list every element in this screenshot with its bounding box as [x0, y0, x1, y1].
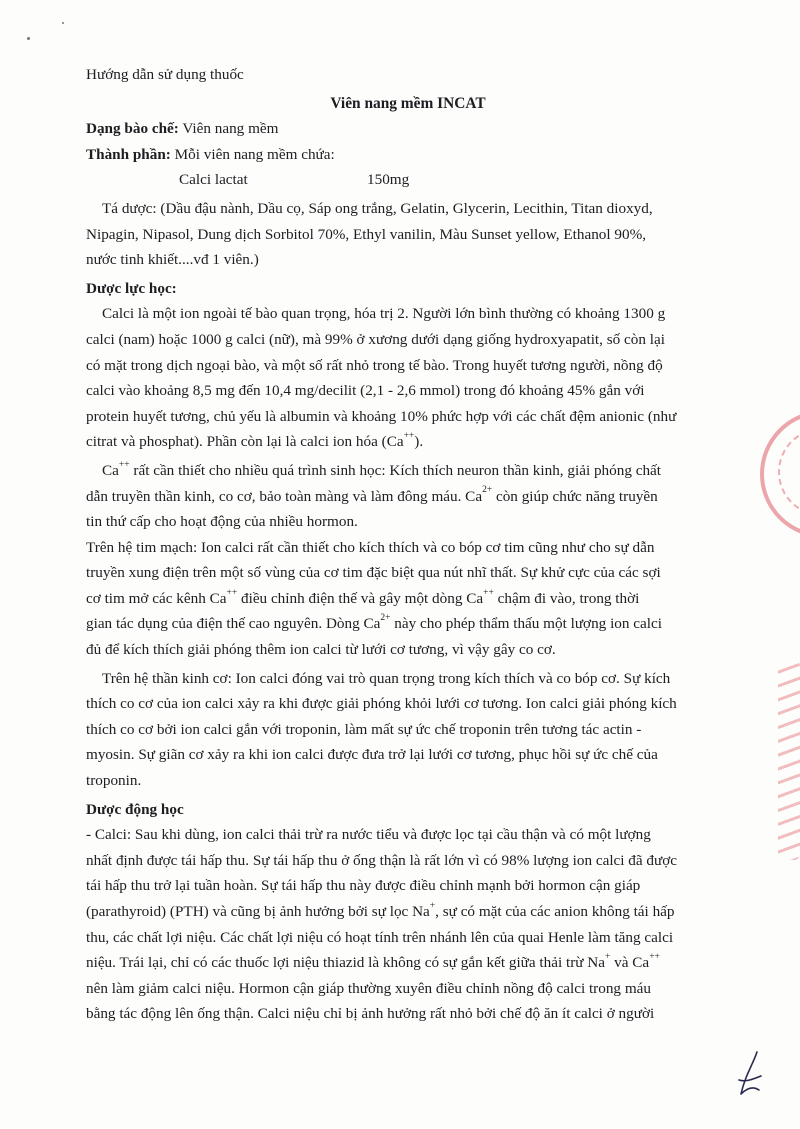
text-span: chậm đi vào, trong thời	[493, 589, 640, 607]
text-span: Ca	[102, 461, 119, 479]
text-span: và Ca	[610, 954, 650, 972]
text-span: điều chỉnh điện thế và gây một dòng Ca	[237, 589, 484, 607]
page-edge-stamp	[778, 660, 800, 860]
dosage-form-line	[86, 116, 730, 142]
active-ingredient-row	[86, 167, 730, 193]
text-span: dẫn truyền thần kinh, co cơ, bảo toàn màng và làm đông máu. Ca	[86, 487, 483, 505]
text-line	[86, 458, 730, 484]
signature-mark	[735, 1050, 765, 1100]
text-line: troponin.	[86, 772, 142, 790]
text-line	[86, 611, 730, 637]
pharmacodynamics-heading: Dược lực học:	[86, 279, 177, 297]
superscript: +	[429, 900, 436, 911]
pharmacokinetics-heading: Dược động học	[86, 800, 184, 818]
text-line: nhất định được tái hấp thu. Sự tái hấp thu ở ống thận là rất lớn vì có 98% lượng ion calci đã được	[86, 851, 678, 869]
composition-line	[86, 142, 730, 168]
text-line: thích co cơ của ion calci xảy ra khi được giải phóng khỏi lưới cơ tương. Ion calci giải phóng kích	[86, 695, 677, 713]
text-line: Calci là một ion ngoài tế bào quan trọng, hóa trị 2. Người lớn bình thường có khoảng 1300 g	[102, 305, 666, 323]
composition-value: Mỗi viên nang mềm chứa:	[170, 145, 335, 163]
dosage-form-label: Dạng bào chế:	[86, 120, 179, 138]
active-ingredient-name: Calci lactat	[179, 171, 248, 189]
document-header: Hướng dẫn sử dụng thuốc	[86, 66, 244, 83]
text-line: calci (nam) hoặc 1000 g calci (nữ), mà 99% ở xương dưới dạng giống hydroxyapatit, số còn lại	[86, 330, 665, 348]
text-line: - Calci: Sau khi dùng, ion calci thải trừ ra nước tiểu và được lọc tại cầu thận và có một lượng	[86, 826, 651, 844]
text-line: có mặt trong dịch ngoại bào, và một số rất nhỏ trong tế bào. Trong huyết tương người, nồng độ	[86, 356, 663, 374]
text-line	[86, 950, 730, 976]
text-line	[86, 899, 730, 925]
text-line	[86, 484, 730, 510]
text-line: calci vào khoảng 8,5 mg đến 10,4 mg/decilit (2,1 - 2,6 mmol) trong đó khoảng 45% gắn với	[86, 382, 645, 400]
active-ingredient-amount: 150mg	[367, 171, 410, 189]
text-line: tin thứ cấp cho hoạt động của nhiều hormon.	[86, 513, 358, 531]
text-span: (parathyroid) (PTH) và cũng bị ảnh hưởng bởi sự lọc Na	[86, 903, 430, 920]
scan-speck	[27, 37, 30, 40]
superscript: ++	[483, 587, 494, 598]
text-span: rất cần thiết cho nhiều quá trình sinh học: Kích thích neuron thần kinh, giải phóng chất	[129, 461, 662, 479]
text-span: , sự có mặt của các anion không tái hấp	[435, 903, 675, 920]
text-span: citrat và phosphat). Phần còn lại là calci ion hóa (Ca	[86, 433, 404, 451]
text-line	[86, 586, 730, 612]
text-line: Trên hệ tim mạch: Ion calci rất cần thiết cho kích thích và co bóp cơ tim cũng như cho sự dẫn	[86, 538, 655, 556]
text-line: protein huyết tương, chủ yếu là albumin và khoảng 10% phức hợp với các chất đệm anionic (như	[86, 407, 677, 425]
excipients-line: Tá dược: (Dầu đậu nành, Dầu cọ, Sáp ong trắng, Gelatin, Glycerin, Lecithin, Titan dioxyd,	[102, 199, 653, 217]
superscript: ++	[118, 459, 130, 470]
superscript: 2+	[380, 613, 391, 624]
text-span: cơ tim mở các kênh Ca	[86, 589, 227, 607]
text-line: tái hấp thu trở lại tuần hoàn. Sự tái hấp thu này được điều chỉnh mạnh bởi hormon cận giáp	[86, 877, 641, 895]
text-line: nên làm giảm calci niệu. Hormon cận giáp thường xuyên điều chỉnh nồng độ calci trong máu	[86, 979, 651, 997]
dosage-form-value: Viên nang mềm	[178, 120, 279, 138]
text-line: bằng tác động lên ống thận. Calci niệu chỉ bị ảnh hưởng rất nhỏ bởi chế độ ăn ít calci ở người	[86, 1005, 655, 1023]
scan-speck	[62, 22, 64, 24]
text-line: đủ để kích thích giải phóng thêm ion calci từ lưới cơ tương, vì vậy gây co cơ.	[86, 641, 556, 659]
text-span: còn giúp chức năng truyền	[492, 487, 658, 505]
text-line	[86, 429, 730, 455]
official-stamp	[760, 410, 800, 538]
superscript: +	[605, 952, 611, 963]
text-line: myosin. Sự giãn cơ xảy ra khi ion calci được đưa trở lại lưới cơ tương, phục hồi sự ức chế của	[86, 746, 658, 764]
excipients-line: Nipagin, Nipasol, Dung dịch Sorbitol 70%, Ethyl vanilin, Màu Sunset yellow, Ethanol 90%,	[86, 225, 647, 243]
text-line: thu, các chất lợi niệu. Các chất lợi niệu có hoạt tính trên nhánh lên của quai Henle làm tăng calci	[86, 928, 674, 946]
excipients-line: nước tinh khiết....vđ 1 viên.)	[86, 251, 259, 269]
text-line: truyền xung điện trên một số vùng của cơ tim đặc biệt qua nút nhĩ thất. Sự khử cực của các sợi	[86, 564, 661, 582]
superscript: ++	[403, 431, 415, 442]
document-title: Viên nang mềm INCAT	[330, 94, 486, 112]
superscript: ++	[649, 952, 660, 963]
text-span: gian tác dụng của điện thế cao nguyên. Dòng Ca	[86, 615, 381, 633]
text-line: Trên hệ thần kinh cơ: Ion calci đóng vai trò quan trọng trong kích thích và co bóp cơ. Sự kích	[102, 669, 671, 687]
text-line: thích co cơ bởi ion calci gắn với troponin, làm mất sự ức chế troponin trên tương tác actin -	[86, 720, 642, 738]
superscript: 2+	[482, 485, 493, 496]
superscript: ++	[226, 587, 238, 598]
text-span: niệu. Trái lại, chỉ có các thuốc lợi niệu thiazid là không có sự gắn kết giữa thải trừ Na	[86, 954, 606, 972]
text-span: này cho phép thẩm thấu một lượng ion calci	[390, 615, 662, 633]
text-span: ).	[414, 433, 424, 451]
composition-label: Thành phần:	[86, 145, 171, 163]
document-body	[86, 62, 730, 1027]
